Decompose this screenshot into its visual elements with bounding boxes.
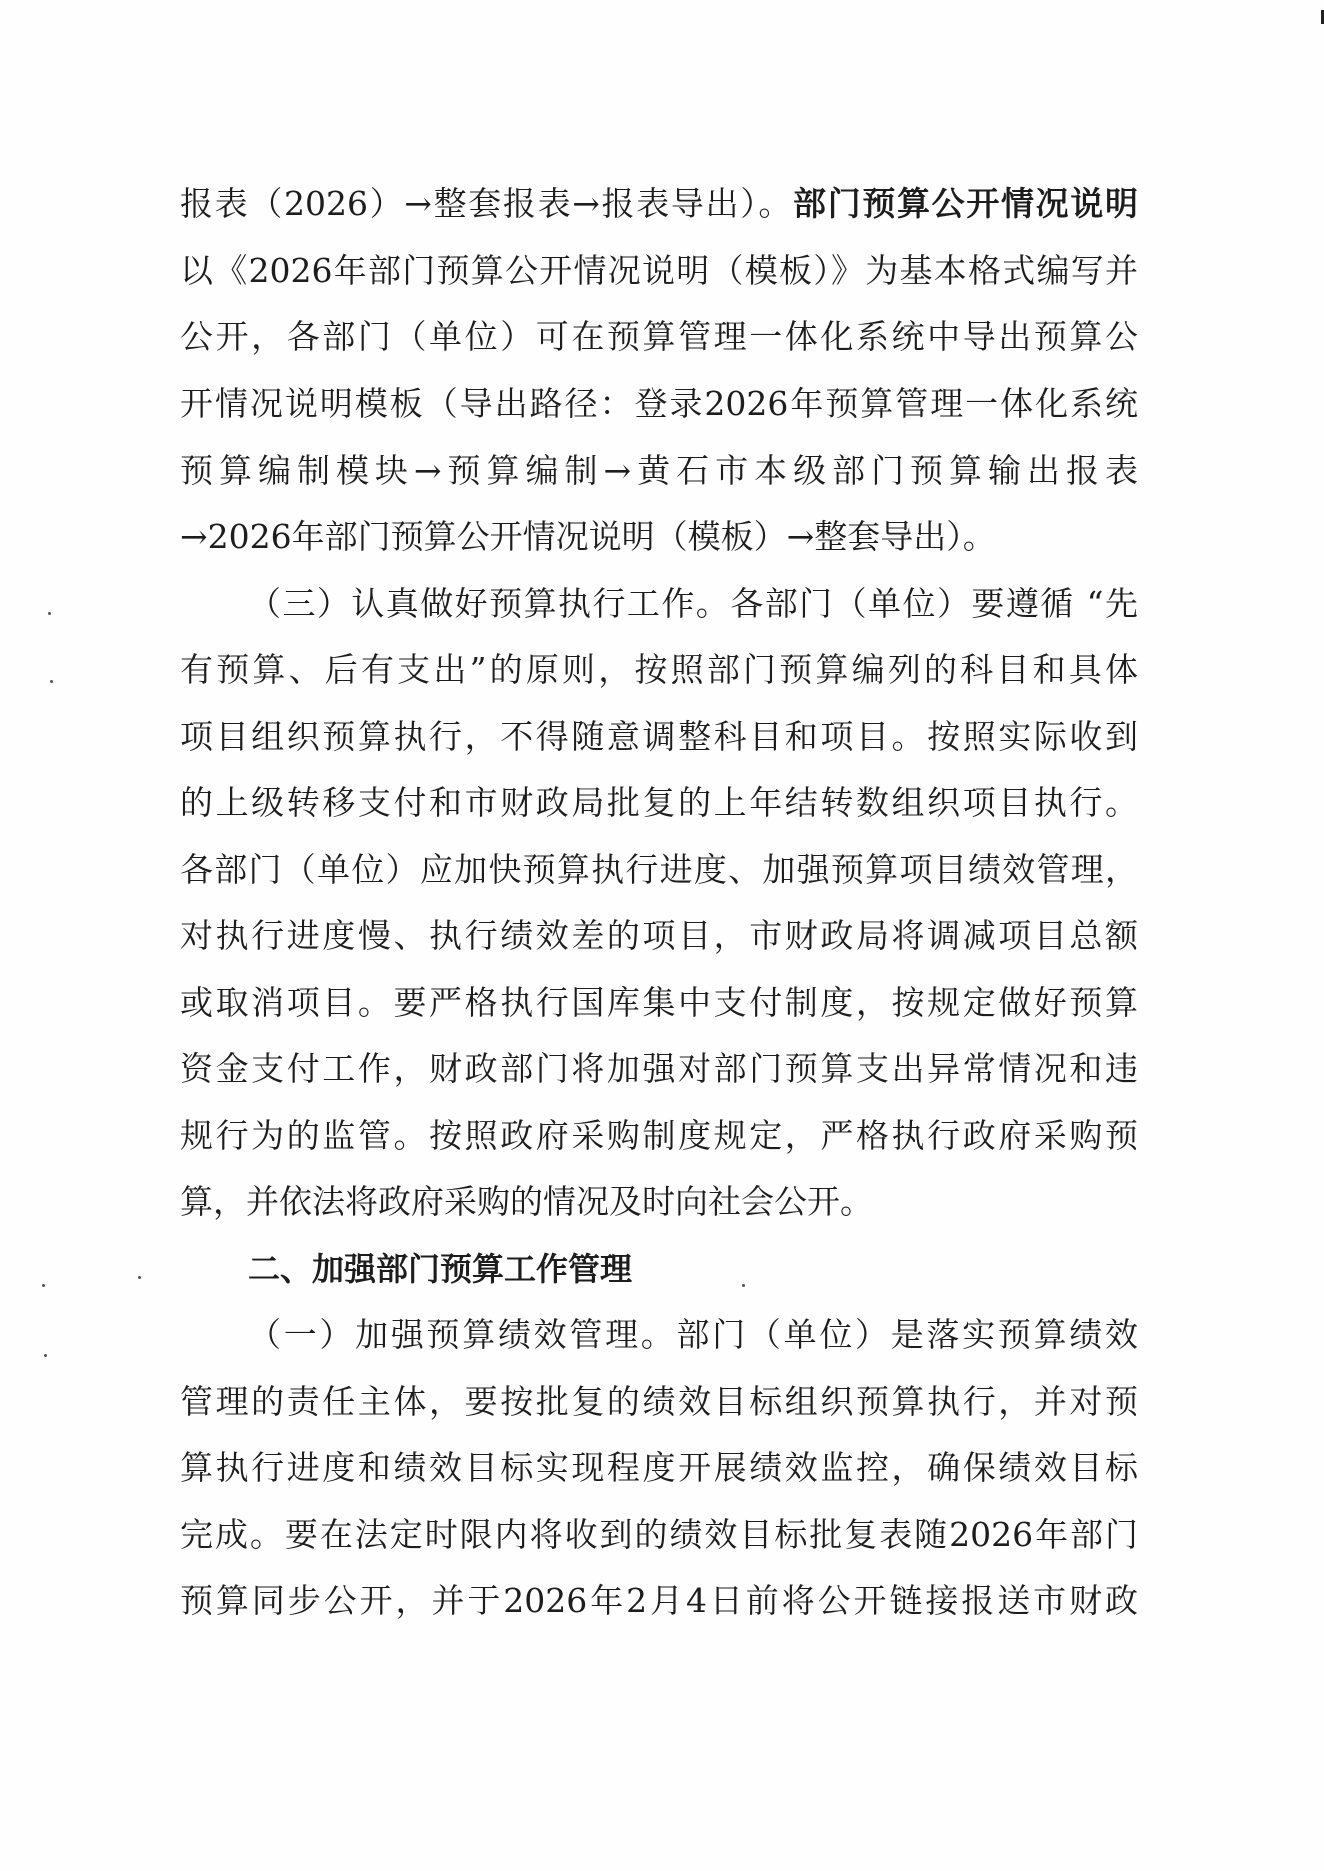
paragraph-line: （一）加强预算绩效管理。部门（单位）是落实预算绩效 bbox=[248, 1315, 1138, 1354]
paragraph-line: 报表（2026）→整套报表→报表导出）。部门预算公开情况说明 bbox=[180, 184, 1138, 223]
scan-speck bbox=[44, 1354, 47, 1357]
paragraph-line: 有预算、后有支出”的原则，按照部门预算编列的科目和具体 bbox=[180, 650, 1138, 689]
scan-speck bbox=[138, 1276, 141, 1279]
scan-speck bbox=[42, 1284, 45, 1287]
paragraph-line: 算执行进度和绩效目标实现程度开展绩效监控，确保绩效目标 bbox=[180, 1448, 1138, 1487]
scan-speck bbox=[742, 1284, 745, 1287]
paragraph-line: 以《2026年部门预算公开情况说明（模板）》为基本格式编写并 bbox=[180, 251, 1138, 290]
paragraph-line: 的上级转移支付和市财政局批复的上年结转数组织项目执行。 bbox=[180, 783, 1138, 822]
paragraph-line: 规行为的监管。按照政府采购制度规定，严格执行政府采购预 bbox=[180, 1116, 1138, 1155]
paragraph-line: 管理的责任主体，要按批复的绩效目标组织预算执行，并对预 bbox=[180, 1382, 1138, 1421]
paragraph-line: 对执行进度慢、执行绩效差的项目，市财政局将调减项目总额 bbox=[180, 916, 1138, 955]
paragraph-line: 各部门（单位）应加快预算执行进度、加强预算项目绩效管理， bbox=[180, 850, 1138, 889]
scan-speck bbox=[50, 680, 53, 683]
paragraph-line: 预算编制模块→预算编制→黄石市本级部门预算输出报表 bbox=[180, 451, 1138, 490]
paragraph-line: →2026年部门预算公开情况说明（模板）→整套导出）。 bbox=[180, 517, 996, 556]
paragraph-line: （三）认真做好预算执行工作。各部门（单位）要遵循 “先 bbox=[248, 584, 1138, 623]
paragraph-line: 算，并依法将政府采购的情况及时向社会公开。 bbox=[180, 1182, 873, 1221]
paragraph-line: 公开，各部门（单位）可在预算管理一体化系统中导出预算公 bbox=[180, 317, 1138, 356]
paragraph-line: 预算同步公开，并于2026年2月4日前将公开链接报送市财政 bbox=[180, 1581, 1138, 1620]
paragraph-line: 项目组织预算执行，不得随意调整科目和项目。按照实际收到 bbox=[180, 717, 1138, 756]
paragraph-line: 完成。要在法定时限内将收到的绩效目标批复表随2026年部门 bbox=[180, 1515, 1138, 1554]
paragraph-line: 资金支付工作，财政部门将加强对部门预算支出异常情况和违 bbox=[180, 1049, 1138, 1088]
scan-speck bbox=[48, 612, 51, 615]
section-heading: 二、加强部门预算工作管理 bbox=[248, 1250, 633, 1288]
paragraph-line: 开情况说明模板（导出路径：登录2026年预算管理一体化系统 bbox=[180, 384, 1138, 423]
paragraph-line: 或取消项目。要严格执行国库集中支付制度，按规定做好预算 bbox=[180, 983, 1138, 1022]
